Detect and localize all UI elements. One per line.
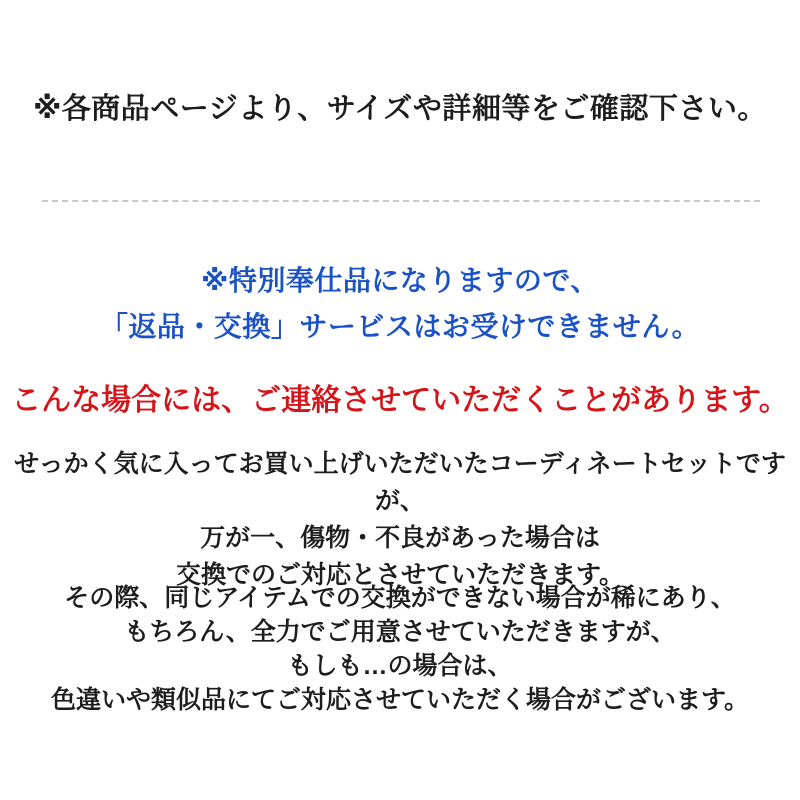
exchange-policy-line-1: せっかく気に入ってお買い上げいただいたコーディネートセットですが、 [14,450,786,515]
exchange-policy-paragraph [0,446,800,594]
exchange-policy-line-3: 交換でのご対応とさせていただきます。 [175,561,624,589]
substitute-item-paragraph [0,581,800,717]
substitute-item-line-2: もちろん、全力でご用意させていただきますが、 [124,618,676,646]
exchange-policy-line-2: 万が一、傷物・不良があった場合は [200,524,600,552]
no-return-exchange-notice [0,258,800,350]
dashed-divider [42,200,760,202]
substitute-item-line-1: その際、同じアイテムでの交換ができない場合が稀にあり、 [64,584,736,612]
size-confirmation-notice: ※各商品ページより、サイズや詳細等をご確認下さい。 [33,93,767,125]
substitute-item-line-3: もしも…の場合は、 [287,652,513,680]
no-return-exchange-notice-line-1: ※特別奉仕品になりますので、 [201,265,599,296]
contact-cases-heading: こんな場合には、ご連絡させていただくことがあります。 [11,384,789,417]
no-return-exchange-notice-line-2: 「返品・交換」サービスはお受けできません。 [99,311,701,342]
substitute-item-line-4: 色違いや類似品にてご対応させていただく場合がございます。 [50,686,749,714]
